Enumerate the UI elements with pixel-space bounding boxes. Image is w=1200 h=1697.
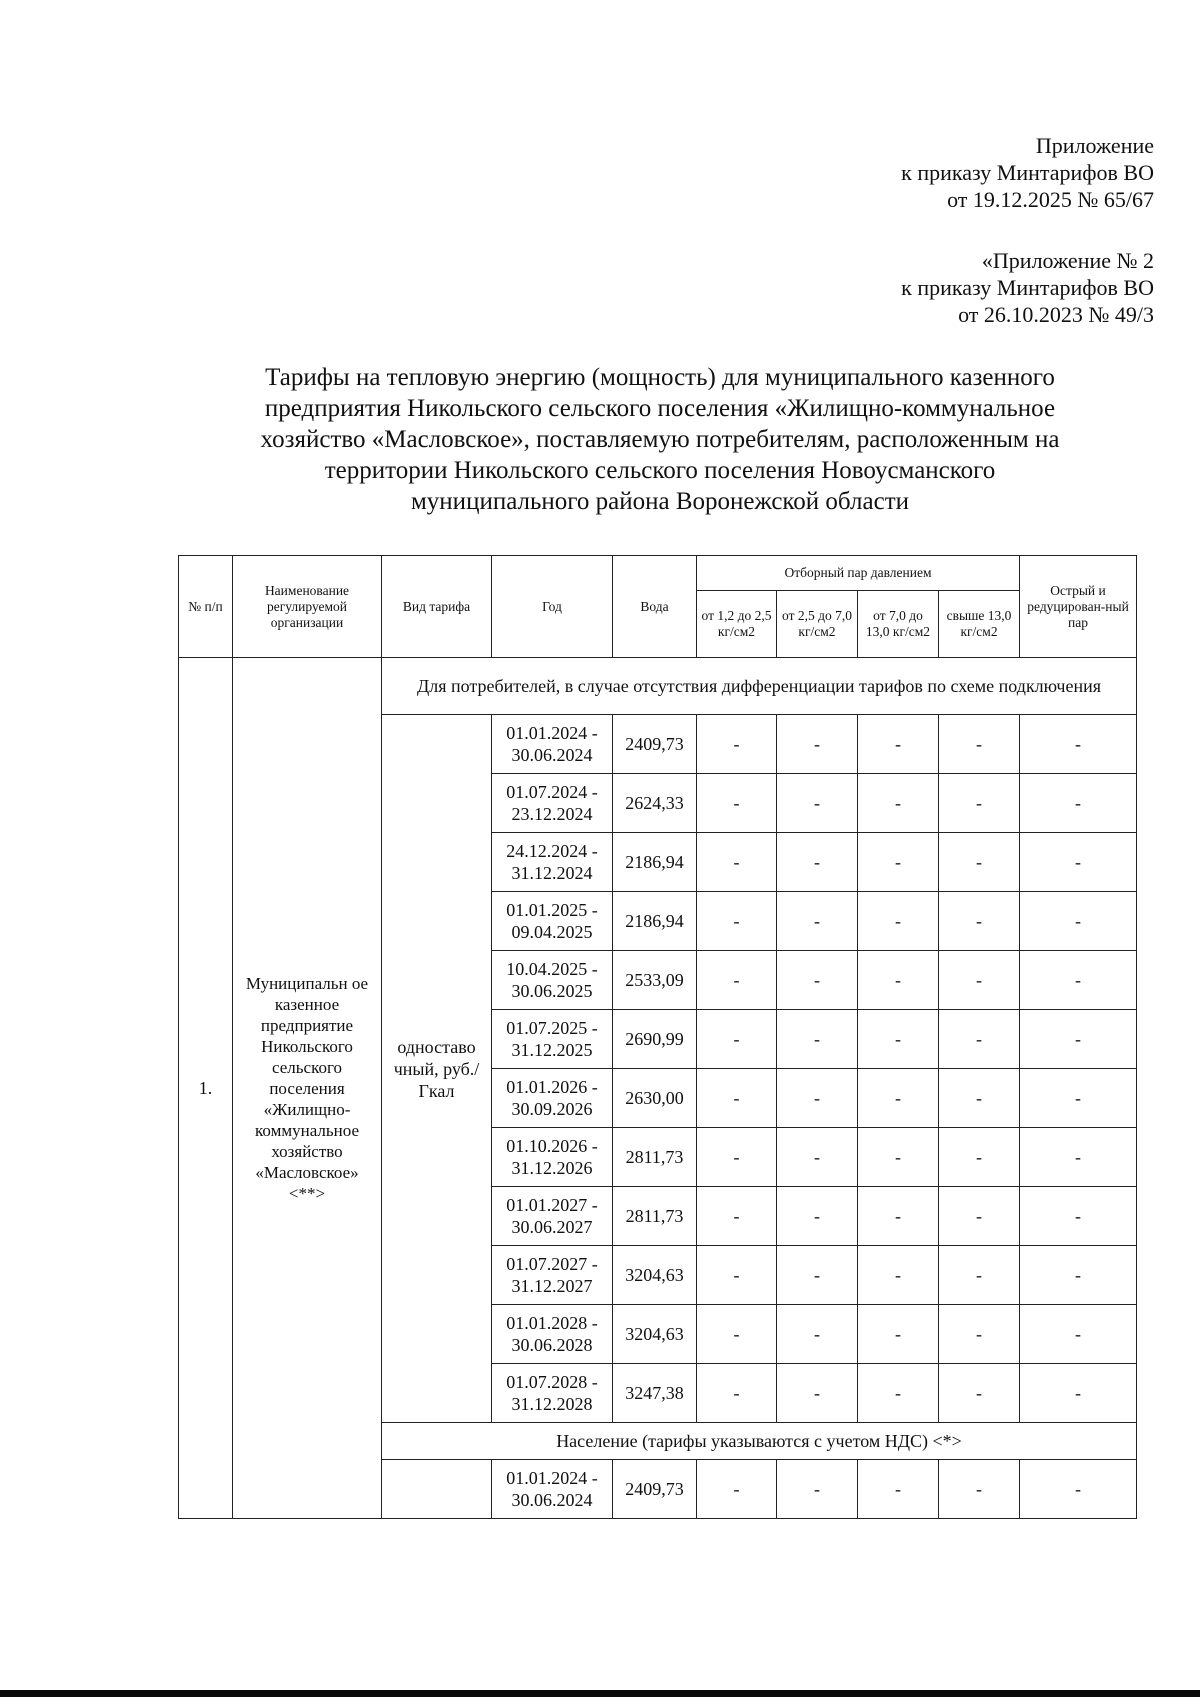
period-start: 01.07.2028 - bbox=[506, 1372, 598, 1392]
steam-4-cell: - bbox=[939, 1364, 1020, 1423]
steam-3-cell: - bbox=[858, 774, 939, 833]
steam-2-cell: - bbox=[777, 1010, 858, 1069]
steam-1-cell: - bbox=[697, 1187, 777, 1246]
sharp-steam-cell: - bbox=[1020, 892, 1137, 951]
period-cell bbox=[492, 1305, 613, 1364]
header-water: Вода bbox=[613, 556, 697, 658]
period-end: 30.06.2027 bbox=[511, 1217, 593, 1237]
sharp-steam-cell: - bbox=[1020, 715, 1137, 774]
sharp-steam-cell: - bbox=[1020, 1246, 1137, 1305]
title-line-5: муниципального района Воронежской области bbox=[410, 488, 909, 515]
sharp-steam-cell: - bbox=[1020, 774, 1137, 833]
table-body bbox=[179, 658, 1137, 1519]
sharp-steam-cell: - bbox=[1020, 1128, 1137, 1187]
steam-2-cell: - bbox=[777, 1364, 858, 1423]
header-steam-1: от 1,2 до 2,5 кг/см2 bbox=[697, 591, 777, 658]
period-cell bbox=[492, 1069, 613, 1128]
period-start: 01.07.2025 - bbox=[506, 1018, 598, 1038]
period-start: 10.04.2025 - bbox=[506, 959, 598, 979]
period-end: 30.06.2025 bbox=[511, 981, 593, 1001]
title-line-1: Тарифы на тепловую энергию (мощность) для муниципального казенного bbox=[265, 364, 1055, 391]
sharp-steam-cell: - bbox=[1020, 1305, 1137, 1364]
sharp-steam-cell: - bbox=[1020, 833, 1137, 892]
steam-1-cell: - bbox=[697, 1460, 777, 1519]
period-end: 31.12.2027 bbox=[511, 1276, 593, 1296]
steam-4-cell: - bbox=[939, 1460, 1020, 1519]
steam-3-cell: - bbox=[858, 1305, 939, 1364]
period-end: 09.04.2025 bbox=[511, 922, 593, 942]
period-cell bbox=[492, 1187, 613, 1246]
organization-name: Муниципальн ое казенное предприятие Никольского сельского поселения «Жилищно-коммунальное хозяйство «Масловское» <**> bbox=[233, 658, 382, 1519]
period-start: 24.12.2024 - bbox=[506, 841, 598, 861]
steam-4-cell: - bbox=[939, 892, 1020, 951]
steam-4-cell: - bbox=[939, 951, 1020, 1010]
period-end: 30.09.2026 bbox=[511, 1099, 593, 1119]
steam-2-cell: - bbox=[777, 833, 858, 892]
header-org: Наименование регулируемой организации bbox=[233, 556, 382, 658]
period-end: 30.06.2028 bbox=[511, 1335, 593, 1355]
appendix-1-line-3: от 19.12.2025 № 65/67 bbox=[947, 187, 1154, 212]
header-kind: Вид тарифа bbox=[382, 556, 492, 658]
steam-2-cell: - bbox=[777, 1246, 858, 1305]
appendix-2-line-2: к приказу Минтарифов ВО bbox=[901, 275, 1154, 300]
steam-4-cell: - bbox=[939, 1128, 1020, 1187]
steam-2-cell: - bbox=[777, 1128, 858, 1187]
row-number: 1. bbox=[179, 658, 233, 1519]
steam-2-cell: - bbox=[777, 715, 858, 774]
title-line-2: предприятия Никольского сельского поселения «Жилищно-коммунальное bbox=[264, 395, 1056, 422]
water-tariff-cell: 2624,33 bbox=[613, 774, 697, 833]
sharp-steam-cell: - bbox=[1020, 1460, 1137, 1519]
period-cell bbox=[492, 1128, 613, 1187]
header-steam-4: свыше 13,0 кг/см2 bbox=[939, 591, 1020, 658]
steam-1-cell: - bbox=[697, 715, 777, 774]
steam-2-cell: - bbox=[777, 1460, 858, 1519]
steam-4-cell: - bbox=[939, 1069, 1020, 1128]
steam-3-cell: - bbox=[858, 1187, 939, 1246]
sharp-steam-cell: - bbox=[1020, 1010, 1137, 1069]
appendix-header-2 bbox=[901, 247, 1154, 328]
steam-3-cell: - bbox=[858, 1460, 939, 1519]
steam-4-cell: - bbox=[939, 1187, 1020, 1246]
period-start: 01.07.2024 - bbox=[506, 782, 598, 802]
steam-1-cell: - bbox=[697, 1069, 777, 1128]
water-tariff-cell: 2186,94 bbox=[613, 833, 697, 892]
period-cell bbox=[492, 1246, 613, 1305]
period-cell bbox=[492, 892, 613, 951]
steam-3-cell: - bbox=[858, 951, 939, 1010]
steam-1-cell: - bbox=[697, 1010, 777, 1069]
period-start: 01.01.2024 - bbox=[506, 723, 598, 743]
header-sharp-steam: Острый и редуцирован-ный пар bbox=[1020, 556, 1137, 658]
period-cell bbox=[492, 833, 613, 892]
section-heading-general: Для потребителей, в случае отсутствия дифференциации тарифов по схеме подключения bbox=[382, 658, 1137, 715]
steam-3-cell: - bbox=[858, 1364, 939, 1423]
water-tariff-cell: 2690,99 bbox=[613, 1010, 697, 1069]
period-end: 31.12.2028 bbox=[511, 1394, 593, 1414]
water-tariff-cell: 2811,73 bbox=[613, 1187, 697, 1246]
header-num: № п/п bbox=[179, 556, 233, 658]
period-cell bbox=[492, 951, 613, 1010]
steam-1-cell: - bbox=[697, 1364, 777, 1423]
period-cell bbox=[492, 1010, 613, 1069]
steam-3-cell: - bbox=[858, 1128, 939, 1187]
period-start: 01.01.2027 - bbox=[506, 1195, 598, 1215]
steam-1-cell: - bbox=[697, 892, 777, 951]
steam-4-cell: - bbox=[939, 1246, 1020, 1305]
tariff-kind: одноставо чный, руб./Гкал bbox=[382, 715, 492, 1423]
water-tariff-cell: 2409,73 bbox=[613, 715, 697, 774]
steam-2-cell: - bbox=[777, 774, 858, 833]
steam-3-cell: - bbox=[858, 1069, 939, 1128]
period-end: 30.06.2024 bbox=[511, 1490, 593, 1510]
period-cell bbox=[492, 1460, 613, 1519]
steam-1-cell: - bbox=[697, 951, 777, 1010]
title-line-3: хозяйство «Масловское», поставляемую потребителям, расположенным на bbox=[260, 426, 1060, 453]
appendix-1-line-2: к приказу Минтарифов ВО bbox=[901, 160, 1154, 185]
water-tariff-cell: 2630,00 bbox=[613, 1069, 697, 1128]
steam-3-cell: - bbox=[858, 715, 939, 774]
title-line-4: территории Никольского сельского поселения Новоусманского bbox=[324, 457, 996, 484]
water-tariff-cell: 2409,73 bbox=[613, 1460, 697, 1519]
water-tariff-cell: 2811,73 bbox=[613, 1128, 697, 1187]
water-tariff-cell: 3204,63 bbox=[613, 1246, 697, 1305]
steam-3-cell: - bbox=[858, 892, 939, 951]
section-heading-population: Население (тарифы указываются с учетом НДС) <*> bbox=[382, 1423, 1137, 1460]
steam-2-cell: - bbox=[777, 1305, 858, 1364]
header-steam-3: от 7,0 до 13,0 кг/см2 bbox=[858, 591, 939, 658]
steam-1-cell: - bbox=[697, 1305, 777, 1364]
period-end: 23.12.2024 bbox=[511, 804, 593, 824]
steam-2-cell: - bbox=[777, 1187, 858, 1246]
water-tariff-cell: 3247,38 bbox=[613, 1364, 697, 1423]
period-end: 31.12.2024 bbox=[511, 863, 593, 883]
sharp-steam-cell: - bbox=[1020, 1364, 1137, 1423]
header-year: Год bbox=[492, 556, 613, 658]
period-start: 01.01.2026 - bbox=[506, 1077, 598, 1097]
period-cell bbox=[492, 1364, 613, 1423]
section-row bbox=[179, 658, 1137, 715]
steam-4-cell: - bbox=[939, 774, 1020, 833]
steam-3-cell: - bbox=[858, 1010, 939, 1069]
water-tariff-cell: 2533,09 bbox=[613, 951, 697, 1010]
appendix-1-line-1: Приложение bbox=[1035, 133, 1154, 158]
appendix-header-1 bbox=[901, 132, 1154, 213]
period-start: 01.01.2028 - bbox=[506, 1313, 598, 1333]
steam-4-cell: - bbox=[939, 715, 1020, 774]
header-steam-2: от 2,5 до 7,0 кг/см2 bbox=[777, 591, 858, 658]
steam-3-cell: - bbox=[858, 833, 939, 892]
water-tariff-cell: 3204,63 bbox=[613, 1305, 697, 1364]
period-end: 31.12.2025 bbox=[511, 1040, 593, 1060]
period-start: 01.10.2026 - bbox=[506, 1136, 598, 1156]
steam-1-cell: - bbox=[697, 774, 777, 833]
steam-1-cell: - bbox=[697, 1128, 777, 1187]
period-start: 01.01.2024 - bbox=[506, 1468, 598, 1488]
water-tariff-cell: 2186,94 bbox=[613, 892, 697, 951]
sharp-steam-cell: - bbox=[1020, 1187, 1137, 1246]
tariff-kind-empty bbox=[382, 1460, 492, 1519]
period-cell bbox=[492, 774, 613, 833]
appendix-2-line-1: «Приложение № 2 bbox=[981, 248, 1154, 273]
sharp-steam-cell: - bbox=[1020, 1069, 1137, 1128]
document-title bbox=[160, 362, 1160, 517]
steam-4-cell: - bbox=[939, 833, 1020, 892]
steam-3-cell: - bbox=[858, 1246, 939, 1305]
period-start: 01.01.2025 - bbox=[506, 900, 598, 920]
period-end: 30.06.2024 bbox=[511, 745, 593, 765]
steam-1-cell: - bbox=[697, 1246, 777, 1305]
steam-4-cell: - bbox=[939, 1010, 1020, 1069]
period-start: 01.07.2027 - bbox=[506, 1254, 598, 1274]
period-cell bbox=[492, 715, 613, 774]
period-end: 31.12.2026 bbox=[511, 1158, 593, 1178]
steam-2-cell: - bbox=[777, 892, 858, 951]
scan-bottom-edge bbox=[0, 1690, 1200, 1697]
sharp-steam-cell: - bbox=[1020, 951, 1137, 1010]
tariff-table bbox=[178, 555, 1137, 1519]
appendix-2-line-3: от 26.10.2023 № 49/3 bbox=[958, 302, 1154, 327]
steam-2-cell: - bbox=[777, 951, 858, 1010]
steam-4-cell: - bbox=[939, 1305, 1020, 1364]
steam-2-cell: - bbox=[777, 1069, 858, 1128]
header-steam-group: Отборный пар давлением bbox=[697, 556, 1020, 591]
steam-1-cell: - bbox=[697, 833, 777, 892]
